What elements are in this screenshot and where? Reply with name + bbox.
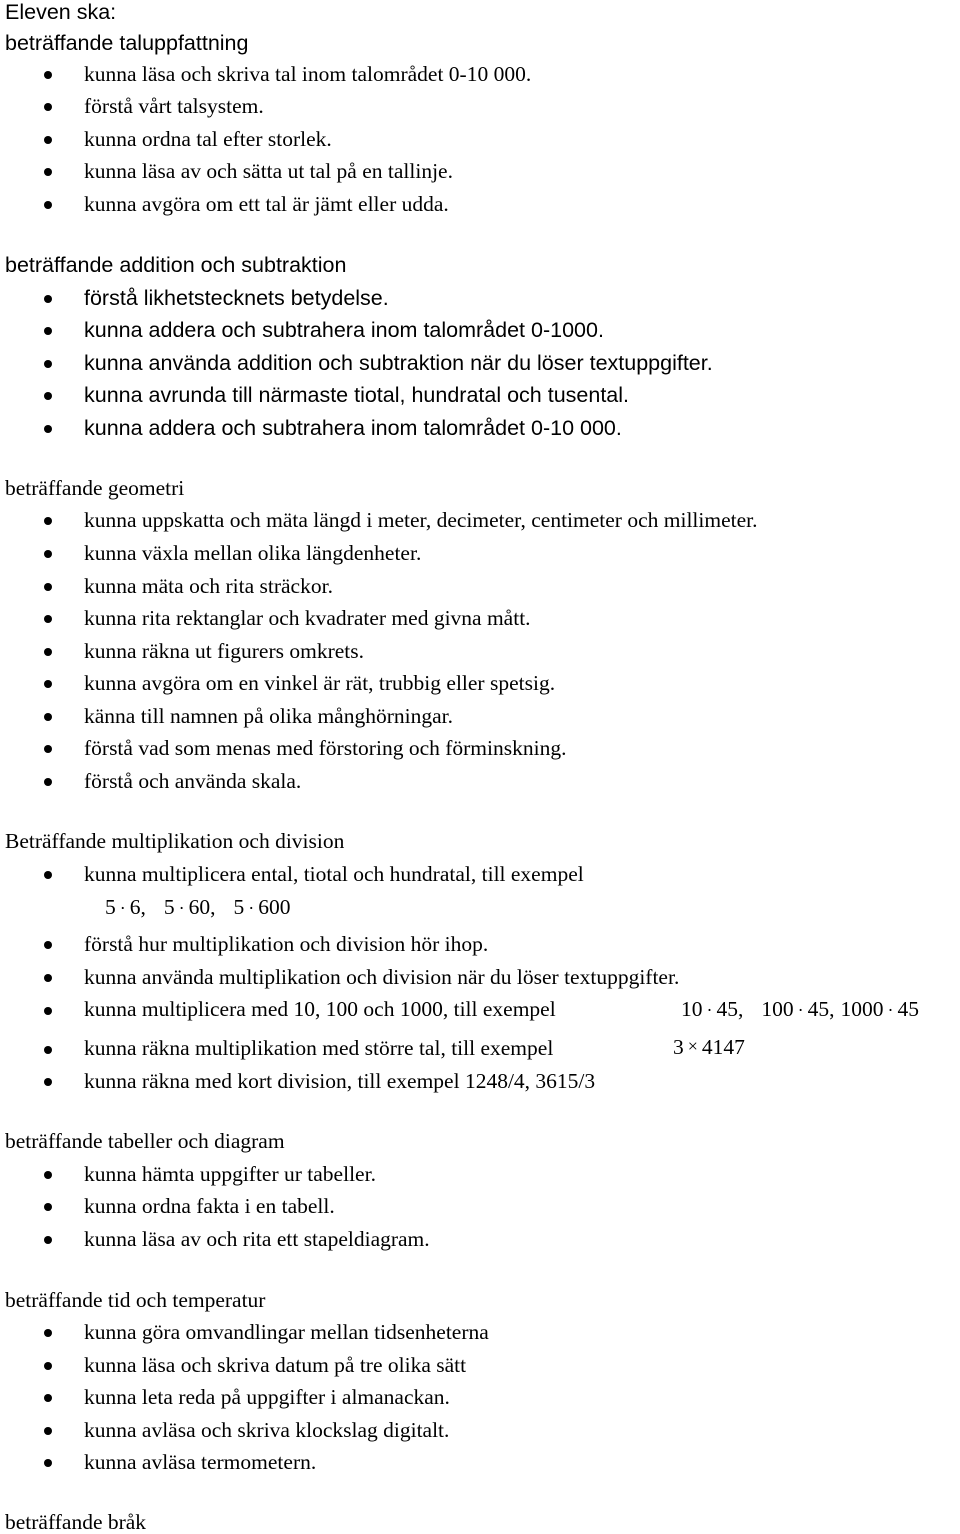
cdot-operator: · [178, 898, 185, 918]
bullet-icon [44, 295, 52, 303]
list-item-text: kunna läsa av och rita ett stapeldiagram. [84, 1227, 430, 1251]
cdot-operator: · [797, 1000, 804, 1020]
bullet-icon [44, 1427, 52, 1435]
bullet-icon [44, 1046, 52, 1054]
math-term: 45 [897, 997, 919, 1021]
list-item-text: förstå likhetstecknets betydelse. [84, 286, 389, 310]
list-item-text: kunna använda addition och subtraktion när du löser textuppgifter. [84, 351, 713, 375]
math-term: 600 [258, 895, 291, 919]
math-term: 6, [129, 895, 146, 919]
bullet-icon [44, 550, 52, 558]
math-term: 5 [233, 895, 245, 919]
math-example-1 [105, 897, 291, 919]
math-term: 5 [105, 895, 116, 919]
bullet-icon [44, 974, 52, 982]
bullet-icon [44, 168, 52, 176]
bullet-icon [44, 583, 52, 591]
bullet-icon [44, 136, 52, 144]
bullet-icon [44, 1078, 52, 1086]
section-heading-tabeller: beträffande tabeller och diagram [5, 1129, 285, 1153]
list-item-text: förstå vad som menas med förstoring och förminskning. [84, 736, 567, 760]
list-item-text: kunna multiplicera med 10, 100 och 1000, till exempel [84, 997, 556, 1021]
list-item-text: kunna rita rektanglar och kvadrater med givna mått. [84, 606, 531, 630]
bullet-icon [44, 941, 52, 949]
list-item-text: kunna växla mellan olika längdenheter. [84, 541, 422, 565]
section-heading-addition: beträffande addition och subtraktion [5, 253, 347, 277]
bullet-icon [44, 392, 52, 400]
bullet-icon [44, 327, 52, 335]
bullet-icon [44, 615, 52, 623]
list-item-text: kunna läsa av och sätta ut tal på en tallinje. [84, 159, 453, 183]
list-item-text: kunna ordna tal efter storlek. [84, 127, 332, 151]
math-term: 100 [761, 997, 794, 1021]
bullet-icon [44, 713, 52, 721]
list-item-text: kunna läsa och skriva datum på tre olika sätt [84, 1353, 467, 1377]
list-item-text: kunna avläsa termometern. [84, 1450, 317, 1474]
section-heading-multiplikation: Beträffande multiplikation och division [5, 829, 345, 853]
math-example-2 [681, 999, 919, 1021]
list-item-text: förstå hur multiplikation och division hör ihop. [84, 932, 489, 956]
bullet-icon [44, 1459, 52, 1467]
list-item-text: förstå vårt talsystem. [84, 94, 264, 118]
page-title: Eleven ska: [5, 0, 117, 24]
bullet-icon [44, 1007, 52, 1015]
bullet-icon [44, 648, 52, 656]
bullet-icon [44, 360, 52, 368]
list-item-text: kunna leta reda på uppgifter i almanackan. [84, 1385, 450, 1409]
bullet-icon [44, 517, 52, 525]
math-term: 45, [807, 997, 835, 1021]
list-item-text: kunna läsa och skriva tal inom talområdet 0-10 000. [84, 62, 532, 86]
math-term: 60, [188, 895, 216, 919]
list-item-text: kunna avläsa och skriva klockslag digitalt. [84, 1418, 450, 1442]
bullet-icon [44, 1362, 52, 1370]
list-item-text: kunna använda multiplikation och division när du löser textuppgifter. [84, 965, 680, 989]
cdot-operator: · [119, 898, 126, 918]
list-item-text: kunna addera och subtrahera inom talområdet 0-1000. [84, 318, 604, 342]
bullet-icon [44, 778, 52, 786]
list-item-text: kunna ordna fakta i en tabell. [84, 1194, 335, 1218]
section-heading-brak: beträffande bråk [5, 1510, 147, 1534]
list-item-text: förstå och använda skala. [84, 769, 302, 793]
list-item-text: kunna multiplicera ental, tiotal och hundratal, till exempel [84, 862, 584, 886]
math-example-3 [673, 1037, 745, 1059]
bullet-icon [44, 1203, 52, 1211]
math-term: 45, [716, 997, 744, 1021]
list-item-text: kunna addera och subtrahera inom talområdet 0-10 000. [84, 416, 622, 440]
math-term: 1000 [840, 997, 884, 1021]
list-item-text: kunna mäta och rita sträckor. [84, 574, 333, 598]
bullet-icon [44, 1171, 52, 1179]
math-term: 3 [673, 1035, 684, 1059]
list-item-text: kunna hämta uppgifter ur tabeller. [84, 1162, 376, 1186]
list-item-text: kunna avgöra om ett tal är jämt eller udda. [84, 192, 449, 216]
bullet-icon [44, 1329, 52, 1337]
bullet-icon [44, 71, 52, 79]
list-item-text: kunna avgöra om en vinkel är rät, trubbig eller spetsig. [84, 671, 556, 695]
bullet-icon [44, 201, 52, 209]
math-term: 10 [681, 997, 703, 1021]
cdot-operator: · [248, 898, 255, 918]
bullet-icon [44, 745, 52, 753]
bullet-icon [44, 680, 52, 688]
times-operator: × [687, 1036, 698, 1056]
list-item-text: kunna räkna multiplikation med större tal, till exempel [84, 1036, 554, 1060]
math-term: 4147 [701, 1035, 745, 1059]
list-item-text: kunna räkna ut figurers omkrets. [84, 639, 365, 663]
list-item-text: kunna avrunda till närmaste tiotal, hundratal och tusental. [84, 383, 629, 407]
bullet-icon [44, 425, 52, 433]
bullet-icon [44, 1236, 52, 1244]
cdot-operator: · [887, 1000, 894, 1020]
list-item-text: känna till namnen på olika månghörningar. [84, 704, 453, 728]
list-item-text: kunna räkna med kort division, till exempel 1248/4, 3615/3 [84, 1069, 596, 1093]
bullet-icon [44, 871, 52, 879]
cdot-operator: · [706, 1000, 713, 1020]
section-heading-geometri: beträffande geometri [5, 476, 185, 500]
section-heading-taluppfattning: beträffande taluppfattning [5, 31, 249, 55]
section-heading-tid: beträffande tid och temperatur [5, 1288, 266, 1312]
math-term: 5 [163, 895, 175, 919]
list-item-text: kunna uppskatta och mäta längd i meter, decimeter, centimeter och millimeter. [84, 508, 758, 532]
list-item-text: kunna göra omvandlingar mellan tidsenheterna [84, 1320, 489, 1344]
bullet-icon [44, 103, 52, 111]
bullet-icon [44, 1394, 52, 1402]
